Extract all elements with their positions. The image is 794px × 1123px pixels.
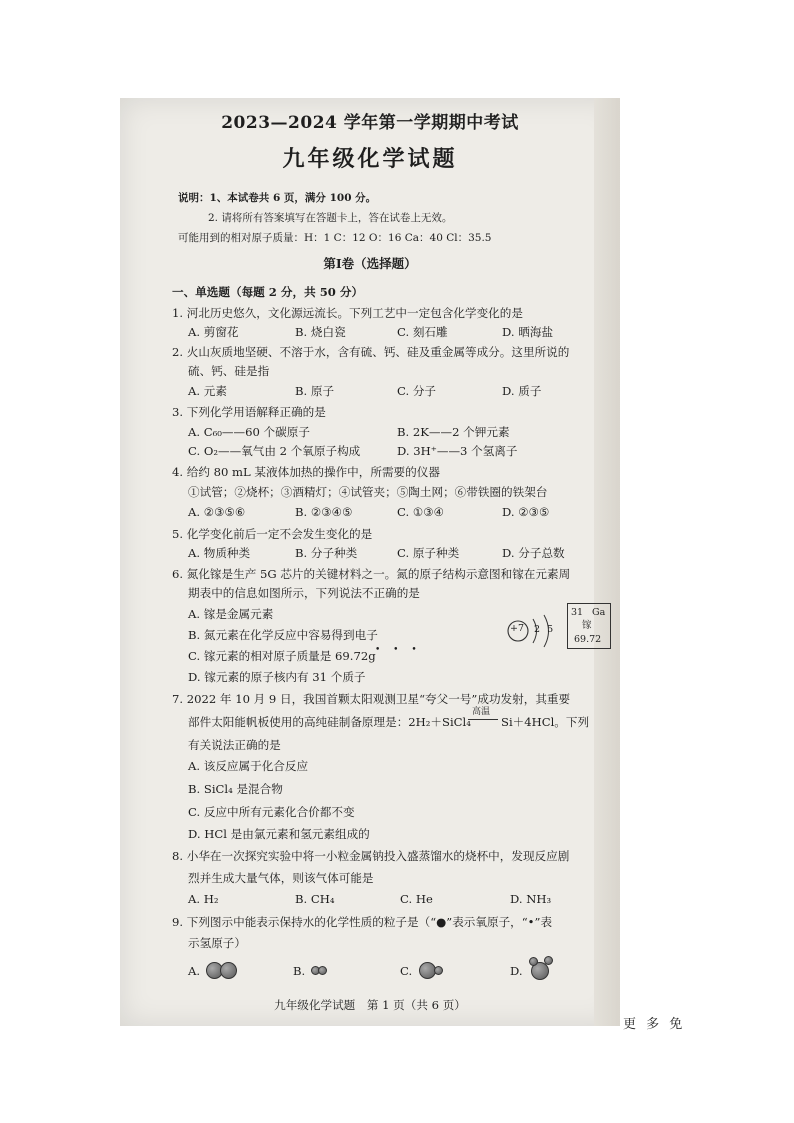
q8-option-b: B. CH₄	[295, 892, 335, 906]
exam-title: 2023—2024 学年第一学期期中考试	[221, 113, 519, 133]
q3-stem: 3. 下列化学用语解释正确的是	[172, 405, 326, 419]
q2-option-a: A. 元素	[188, 384, 227, 398]
q4-option-b: B. ②③④⑤	[295, 505, 353, 519]
molecule-b-two-hydrogen	[311, 960, 331, 980]
q9-option-a: A.	[188, 964, 201, 978]
q9-stem-line2: 示氢原子）	[188, 936, 246, 950]
gallium-periodic-cell	[567, 603, 611, 649]
q6-option-d: D. 镓元素的原子核内有 31 个质子	[188, 670, 366, 684]
molecule-d-water	[529, 954, 559, 980]
q2-option-c: C. 分子	[397, 384, 437, 398]
reaction-condition: 高温	[472, 707, 491, 717]
q1-option-b: B. 烧白瓷	[295, 325, 346, 339]
molecule-a-two-oxygen	[206, 960, 240, 980]
q4-items: ①试管；②烧杯；③酒精灯；④试管夹；⑤陶土网；⑥带铁圈的铁架台	[188, 485, 548, 499]
q8-stem-line2: 烈并生成大量气体，则该气体可能是	[188, 871, 374, 885]
q4-option-a: A. ②③⑤⑥	[188, 505, 246, 519]
q1-option-a: A. 剪窗花	[188, 325, 239, 339]
q6-stem-line2: 期表中的信息如图所示，下列说法不正确的是	[188, 586, 420, 600]
q5-stem: 5. 化学变化前后一定不会发生变化的是	[172, 527, 373, 541]
note-line-2: 2. 请将所有答案填写在答题卡上，答在试卷上无效。	[208, 212, 453, 224]
cell-element-name: 镓	[582, 620, 592, 631]
q3-option-b: B. 2K——2 个钾元素	[397, 425, 510, 439]
note-line-1: 说明：1、本试卷共 6 页，满分 100 分。	[178, 192, 377, 204]
reaction-arrow-line	[468, 719, 498, 720]
q5-option-d: D. 分子总数	[502, 546, 565, 560]
q6-stem-line1: 6. 氮化镓是生产 5G 芯片的关键材料之一。氮的原子结构示意图和镓在元素周	[172, 567, 571, 581]
q4-option-c: C. ①③④	[397, 505, 445, 519]
section-title: 第Ⅰ卷（选择题）	[323, 256, 417, 271]
q5-option-c: C. 原子种类	[397, 546, 460, 560]
q9-option-c: C.	[400, 964, 413, 978]
atom-nucleus-charge: +7	[510, 623, 525, 634]
q3-option-a: A. C₆₀——60 个碳原子	[188, 425, 310, 439]
q7-stem-line1: 7. 2022 年 10 月 9 日，我国首颗太阳观测卫星“夸父一号”成功发射，其重要	[172, 692, 571, 706]
q9-option-d: D.	[510, 964, 523, 978]
cell-atomic-number: 31	[571, 607, 584, 618]
q3-option-d: D. 3H⁺——3 个氢离子	[397, 444, 518, 458]
q7-option-b: B. SiCl₄ 是混合物	[188, 782, 283, 796]
atom-electron-shells: 2 5	[534, 624, 556, 635]
q1-option-c: C. 刻石雕	[397, 325, 448, 339]
q9-stem-line1: 9. 下列图示中能表示保持水的化学性质的粒子是（“●”表示氧原子，“•”表	[172, 915, 553, 929]
q2-stem-line1: 2. 火山灰质地坚硬、不溶于水，含有硫、钙、硅及重金属等成分。这里所说的	[172, 345, 570, 359]
q8-option-d: D. NH₃	[510, 892, 552, 906]
q4-option-d: D. ②③⑤	[502, 505, 550, 519]
q7-stem-line2a: 部件太阳能帆板使用的高纯硅制备原理是：2H₂＋SiCl₄	[188, 715, 471, 729]
q1-stem: 1. 河北历史悠久，文化源远流长。下列工艺中一定包含化学变化的是	[172, 306, 523, 320]
q2-option-d: D. 质子	[502, 384, 542, 398]
emphasis-dots: • • •	[375, 645, 422, 655]
molecule-c-oxygen-hydrogen	[419, 960, 449, 980]
q4-stem: 4. 给约 80 mL 某液体加热的操作中，所需要的仪器	[172, 465, 440, 479]
exam-subject-title: 九年级化学试题	[282, 146, 458, 172]
page-footer: 九年级化学试题 第 1 页（共 6 页）	[274, 998, 466, 1012]
cell-symbol: Ga	[592, 607, 606, 618]
q2-option-b: B. 原子	[295, 384, 335, 398]
nitrogen-atom-structure-diagram	[507, 613, 567, 649]
q6-option-a: A. 镓是金属元素	[188, 607, 274, 621]
exam-paper-photo	[120, 98, 620, 1026]
q7-stem-line3: 有关说法正确的是	[188, 738, 281, 752]
cell-atomic-mass: 69.72	[574, 634, 602, 645]
part-heading: 一、单选题（每题 2 分，共 50 分）	[172, 285, 364, 299]
q5-option-b: B. 分子种类	[295, 546, 358, 560]
q7-option-c: C. 反应中所有元素化合价都不变	[188, 805, 355, 819]
q9-option-b: B.	[293, 964, 306, 978]
q5-option-a: A. 物质种类	[188, 546, 251, 560]
q6-option-c: C. 镓元素的相对原子质量是 69.72g	[188, 649, 376, 663]
atomic-mass-line: 可能用到的相对原子质量：H：1 C：12 O：16 Ca：40 Cl：35.5	[178, 232, 492, 244]
q6-option-b: B. 氮元素在化学反应中容易得到电子	[188, 628, 378, 642]
q8-stem-line1: 8. 小华在一次探究实验中将一小粒金属钠投入盛蒸馏水的烧杯中，发现反应剧	[172, 849, 570, 863]
q8-option-c: C. He	[400, 892, 433, 906]
q7-stem-line2b: Si＋4HCl。下列	[501, 715, 590, 729]
outside-watermark-text: 更 多 免	[623, 1017, 686, 1032]
q1-option-d: D. 晒海盐	[502, 325, 554, 339]
q7-option-d: D. HCl 是由氯元素和氢元素组成的	[188, 827, 370, 841]
q8-option-a: A. H₂	[188, 892, 219, 906]
q7-option-a: A. 该反应属于化合反应	[188, 759, 309, 773]
q2-stem-line2: 硫、钙、硅是指	[188, 364, 270, 378]
q3-option-c: C. O₂——氧气由 2 个氧原子构成	[188, 444, 361, 458]
adjacent-page-edge	[594, 98, 620, 1026]
